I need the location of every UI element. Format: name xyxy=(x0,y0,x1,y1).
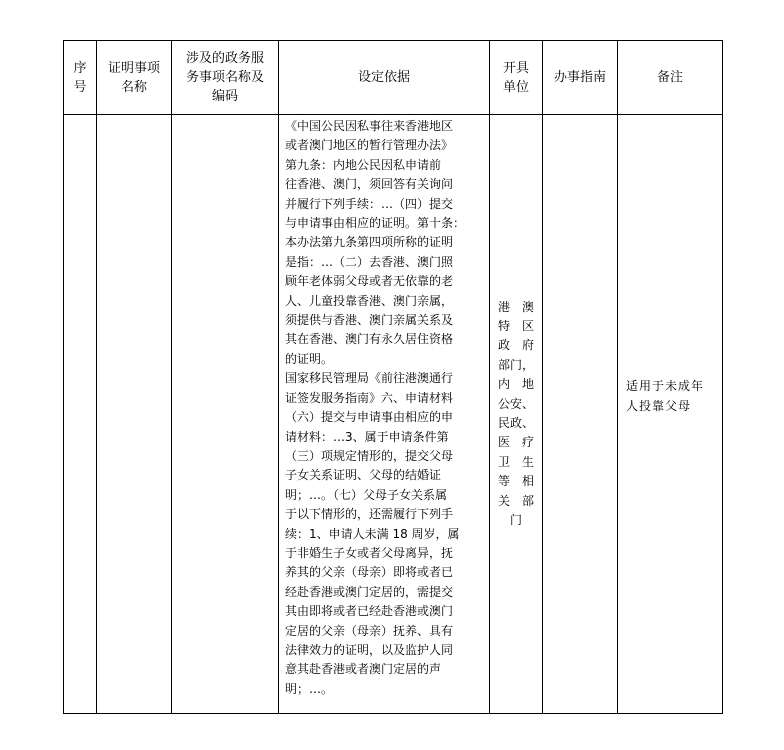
basis-line: 往香港、澳门，须回答有关询问 xyxy=(285,177,454,192)
basis-line: 请材料：…3、属于申请条件第 xyxy=(285,429,449,444)
remark-line: 人投靠父母 xyxy=(626,399,692,413)
header-guide-label: 办事指南 xyxy=(553,70,606,85)
header-remark-label: 备注 xyxy=(656,70,683,85)
basis-line: 并履行下列手续：…（四）提交 xyxy=(285,196,454,211)
unit-line: 卫 生 xyxy=(497,454,534,469)
table-row xyxy=(64,115,723,714)
header-seq-line: 序 xyxy=(73,60,87,76)
unit-line: 内 地 xyxy=(497,377,534,392)
basis-line: 是指：…（二）去香港、澳门照 xyxy=(285,254,454,269)
cell-guide xyxy=(543,115,618,714)
unit-line: 特 区 xyxy=(497,318,534,333)
header-item-line: 证明事项 xyxy=(107,60,160,76)
cell-item-name xyxy=(97,115,172,714)
basis-line: 顾年老体弱父母或者无依靠的老 xyxy=(285,274,454,289)
certification-table xyxy=(63,40,723,714)
basis-line: 须提供与香港、澳门亲属关系及 xyxy=(285,313,454,328)
header-item-line: 名称 xyxy=(120,79,147,95)
basis-line: 与申请事由相应的证明。第十条： xyxy=(285,216,466,231)
unit-text xyxy=(490,298,542,531)
unit-line: 港 澳 xyxy=(497,299,534,314)
table-header-row xyxy=(64,41,723,115)
basis-line: 意其赴香港或者澳门定居的声 xyxy=(285,662,442,677)
unit-line: 医 疗 xyxy=(497,435,534,450)
basis-line: 于以下情形的，还需履行下列手 xyxy=(285,507,454,522)
basis-line: 其由即将或者已经赴香港或澳门 xyxy=(285,604,454,619)
unit-line: 民政、 xyxy=(497,416,534,430)
header-unit xyxy=(490,41,543,115)
header-unit-line: 单位 xyxy=(502,79,529,95)
header-basis-label: 设定依据 xyxy=(357,70,410,85)
basis-line: 明；…。（七）父母子女关系属 xyxy=(285,487,448,502)
basis-line: 定居的父亲（母亲）抚养、具有 xyxy=(285,623,454,638)
header-basis xyxy=(279,41,490,115)
unit-line: 等 相 xyxy=(497,474,534,489)
basis-line: 于非婚生子女或者父母离异，抚 xyxy=(285,545,454,560)
header-guide xyxy=(543,41,618,115)
basis-line: （六）提交与申请事由相应的申 xyxy=(285,410,454,425)
basis-line: 经赴香港或澳门定居的，需提交 xyxy=(285,584,454,599)
header-service-line: 涉及的政务服 xyxy=(185,51,264,66)
header-remark xyxy=(618,41,723,115)
basis-line: 其在香港、澳门有永久居住资格 xyxy=(285,332,454,347)
header-seq xyxy=(64,41,97,115)
basis-line: 明；…。 xyxy=(285,681,334,696)
unit-line: 部门， xyxy=(497,357,534,372)
basis-line: 本办法第九条第四项所称的证明 xyxy=(285,235,454,250)
unit-line: 政 府 xyxy=(497,338,534,353)
cell-remark xyxy=(618,115,723,714)
basis-line: 证签发服务指南》六、申请材料 xyxy=(285,390,454,405)
header-service xyxy=(172,41,279,115)
basis-line: 养其的父亲（母亲）即将或者已 xyxy=(285,565,454,580)
header-unit-line: 开具 xyxy=(502,60,529,76)
basis-line: 第九条：内地公民因私申请前 xyxy=(285,157,442,172)
basis-line: 《中国公民因私事往来香港地区 xyxy=(285,119,454,133)
basis-line: 人、儿童投靠香港、澳门亲属， xyxy=(285,293,454,308)
remark-text xyxy=(618,376,722,416)
basis-line: （三）项规定情形的，提交父母 xyxy=(285,448,454,463)
remark-line: 适用于未成年 xyxy=(626,379,705,393)
header-seq-line: 号 xyxy=(73,79,87,95)
cell-basis xyxy=(279,115,490,714)
basis-line: 的证明。 xyxy=(285,351,334,366)
unit-line: 关 部 xyxy=(497,493,534,508)
header-service-line: 编码 xyxy=(211,89,238,104)
basis-line: 国家移民管理局《前往港澳通行 xyxy=(285,371,454,386)
unit-line: 门 xyxy=(509,513,522,528)
basis-line: 或者澳门地区的暂行管理办法》 xyxy=(285,138,454,153)
cell-service xyxy=(172,115,279,714)
header-item-name xyxy=(97,41,172,115)
header-service-line: 务事项名称及 xyxy=(185,70,264,85)
basis-line: 续：1、申请人未满 18 周岁，属 xyxy=(285,526,460,541)
cell-seq xyxy=(64,115,97,714)
unit-line: 公安、 xyxy=(497,396,534,411)
basis-line: 子女关系证明、父母的结婚证 xyxy=(285,468,442,483)
basis-line: 法律效力的证明，以及监护人同 xyxy=(285,642,454,657)
cell-unit xyxy=(490,115,543,714)
basis-text xyxy=(279,115,489,699)
